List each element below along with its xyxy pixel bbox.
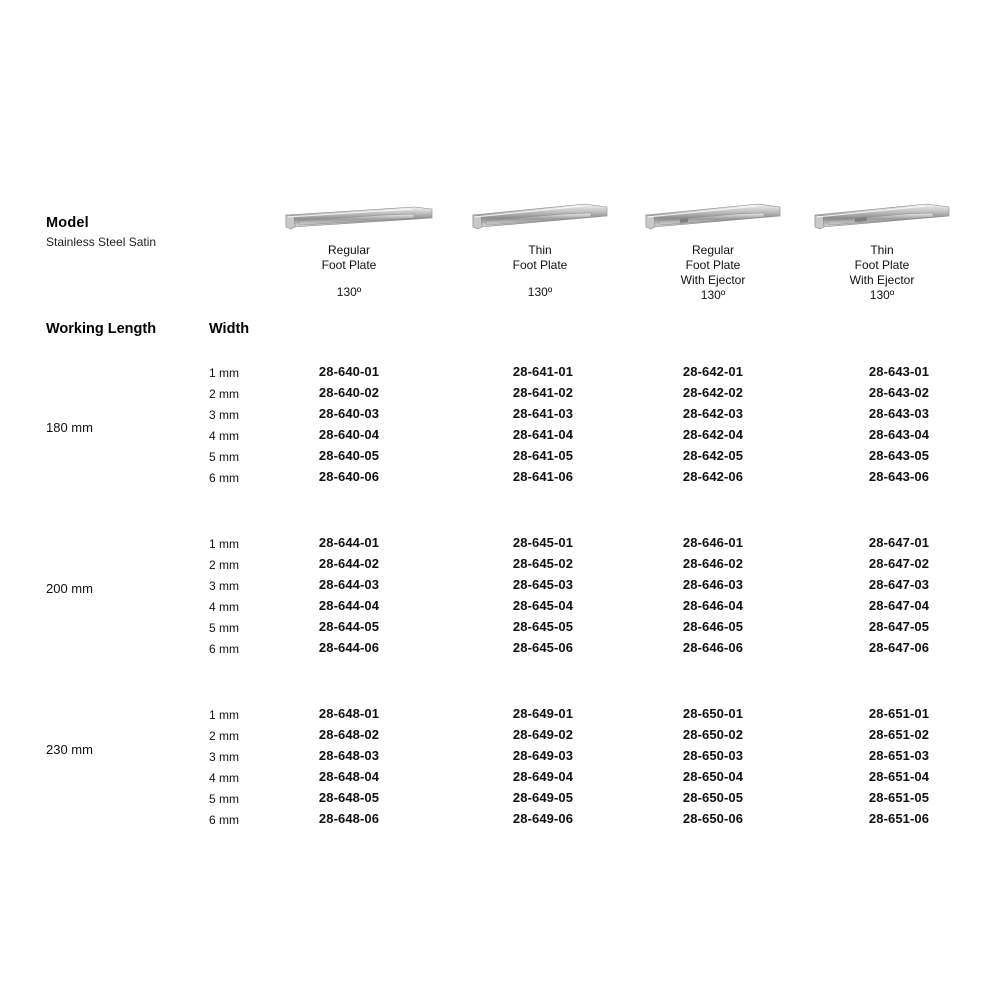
code-cell: 28-647-01: [868, 535, 930, 550]
column-2-line-2: Foot Plate: [512, 258, 568, 272]
column-header-4: [797, 243, 967, 303]
width-180-3: 3 mm: [209, 408, 239, 422]
code-cell: 28-641-06: [512, 469, 574, 484]
code-cell: 28-647-03: [868, 577, 930, 592]
column-3-line-1: Regular: [691, 243, 735, 257]
code-cell: 28-645-03: [512, 577, 574, 592]
code-cell: 28-640-03: [318, 406, 380, 421]
code-cell: 28-643-05: [868, 448, 930, 463]
working-length-180: 180 mm: [46, 420, 93, 435]
code-cell: 28-650-01: [682, 706, 744, 721]
code-cell: 28-644-04: [318, 598, 380, 613]
code-cell: 28-648-06: [318, 811, 380, 826]
code-cell: 28-647-05: [868, 619, 930, 634]
code-cell: 28-644-05: [318, 619, 380, 634]
code-cell: 28-643-01: [868, 364, 930, 379]
model-heading: Model: [46, 215, 89, 231]
code-cell: 28-646-03: [682, 577, 744, 592]
code-cell: 28-641-04: [512, 427, 574, 442]
code-cell: 28-640-04: [318, 427, 380, 442]
width-200-1: 1 mm: [209, 537, 239, 551]
code-cell: 28-646-04: [682, 598, 744, 613]
code-cell: 28-649-04: [512, 769, 574, 784]
width-180-1: 1 mm: [209, 366, 239, 380]
code-cell: 28-651-03: [868, 748, 930, 763]
column-1-line-2: Foot Plate: [321, 258, 377, 272]
forceps-regular-foot-plate-ejector-icon: [628, 192, 798, 238]
width-200-3: 3 mm: [209, 579, 239, 593]
working-length-230: 230 mm: [46, 742, 93, 757]
code-cell: 28-644-02: [318, 556, 380, 571]
code-cell: 28-644-01: [318, 535, 380, 550]
code-cell: 28-643-04: [868, 427, 930, 442]
code-cell: 28-651-01: [868, 706, 930, 721]
code-cell: 28-650-04: [682, 769, 744, 784]
code-cell: 28-645-05: [512, 619, 574, 634]
code-cell: 28-650-03: [682, 748, 744, 763]
column-4-line-1: Thin: [870, 243, 894, 257]
code-cell: 28-643-02: [868, 385, 930, 400]
code-cell: 28-649-03: [512, 748, 574, 763]
code-cell: 28-646-05: [682, 619, 744, 634]
code-cell: 28-641-05: [512, 448, 574, 463]
forceps-thin-foot-plate-icon: [455, 192, 625, 238]
width-230-2: 2 mm: [209, 729, 239, 743]
code-cell: 28-642-03: [682, 406, 744, 421]
code-cell: 28-647-04: [868, 598, 930, 613]
model-material-subtitle: Stainless Steel Satin: [46, 235, 157, 249]
code-cell: 28-646-06: [682, 640, 744, 655]
code-cell: 28-648-04: [318, 769, 380, 784]
width-heading: Width: [209, 321, 250, 337]
code-cell: 28-645-02: [512, 556, 574, 571]
code-cell: 28-640-02: [318, 385, 380, 400]
width-230-6: 6 mm: [209, 813, 239, 827]
code-cell: 28-641-02: [512, 385, 574, 400]
width-180-6: 6 mm: [209, 471, 239, 485]
column-3-line-3: With Ejector: [680, 273, 746, 287]
code-cell: 28-647-06: [868, 640, 930, 655]
working-length-200: 200 mm: [46, 581, 93, 596]
code-cell: 28-651-05: [868, 790, 930, 805]
width-230-4: 4 mm: [209, 771, 239, 785]
forceps-regular-foot-plate-icon: [264, 196, 434, 242]
column-4-line-3: With Ejector: [849, 273, 915, 287]
code-cell: 28-642-02: [682, 385, 744, 400]
code-cell: 28-649-02: [512, 727, 574, 742]
code-cell: 28-651-04: [868, 769, 930, 784]
column-2-line-1: Thin: [528, 243, 552, 257]
column-3-angle: 130º: [700, 288, 726, 302]
code-cell: 28-644-03: [318, 577, 380, 592]
code-cell: 28-645-04: [512, 598, 574, 613]
code-cell: 28-649-01: [512, 706, 574, 721]
column-header-2: [455, 243, 625, 300]
width-200-5: 5 mm: [209, 621, 239, 635]
code-cell: 28-640-05: [318, 448, 380, 463]
code-cell: 28-649-05: [512, 790, 574, 805]
column-1-angle: 130º: [336, 285, 362, 299]
code-cell: 28-646-02: [682, 556, 744, 571]
width-230-3: 3 mm: [209, 750, 239, 764]
working-length-heading: Working Length: [46, 321, 157, 337]
code-cell: 28-647-02: [868, 556, 930, 571]
code-cell: 28-645-01: [512, 535, 574, 550]
code-cell: 28-648-05: [318, 790, 380, 805]
width-200-6: 6 mm: [209, 642, 239, 656]
code-cell: 28-643-06: [868, 469, 930, 484]
code-cell: 28-650-02: [682, 727, 744, 742]
code-cell: 28-641-03: [512, 406, 574, 421]
width-230-1: 1 mm: [209, 708, 239, 722]
code-cell: 28-642-05: [682, 448, 744, 463]
column-4-line-2: Foot Plate: [854, 258, 910, 272]
code-cell: 28-640-01: [318, 364, 380, 379]
code-cell: 28-650-05: [682, 790, 744, 805]
width-230-5: 5 mm: [209, 792, 239, 806]
code-cell: 28-642-06: [682, 469, 744, 484]
code-cell: 28-640-06: [318, 469, 380, 484]
code-cell: 28-651-06: [868, 811, 930, 826]
code-cell: 28-651-02: [868, 727, 930, 742]
code-cell: 28-643-03: [868, 406, 930, 421]
forceps-thin-foot-plate-ejector-icon: [797, 192, 967, 238]
column-4-angle: 130º: [869, 288, 895, 302]
column-2-angle: 130º: [527, 285, 553, 299]
width-200-4: 4 mm: [209, 600, 239, 614]
code-cell: 28-650-06: [682, 811, 744, 826]
code-cell: 28-642-04: [682, 427, 744, 442]
width-180-5: 5 mm: [209, 450, 239, 464]
code-cell: 28-642-01: [682, 364, 744, 379]
code-cell: 28-641-01: [512, 364, 574, 379]
width-200-2: 2 mm: [209, 558, 239, 572]
column-header-1: [264, 243, 434, 300]
width-180-2: 2 mm: [209, 387, 239, 401]
code-cell: 28-644-06: [318, 640, 380, 655]
column-3-line-2: Foot Plate: [685, 258, 741, 272]
code-cell: 28-646-01: [682, 535, 744, 550]
code-cell: 28-648-03: [318, 748, 380, 763]
code-cell: 28-648-02: [318, 727, 380, 742]
code-cell: 28-648-01: [318, 706, 380, 721]
code-cell: 28-649-06: [512, 811, 574, 826]
column-header-3: [628, 243, 798, 303]
width-180-4: 4 mm: [209, 429, 239, 443]
column-1-line-1: Regular: [327, 243, 371, 257]
code-cell: 28-645-06: [512, 640, 574, 655]
